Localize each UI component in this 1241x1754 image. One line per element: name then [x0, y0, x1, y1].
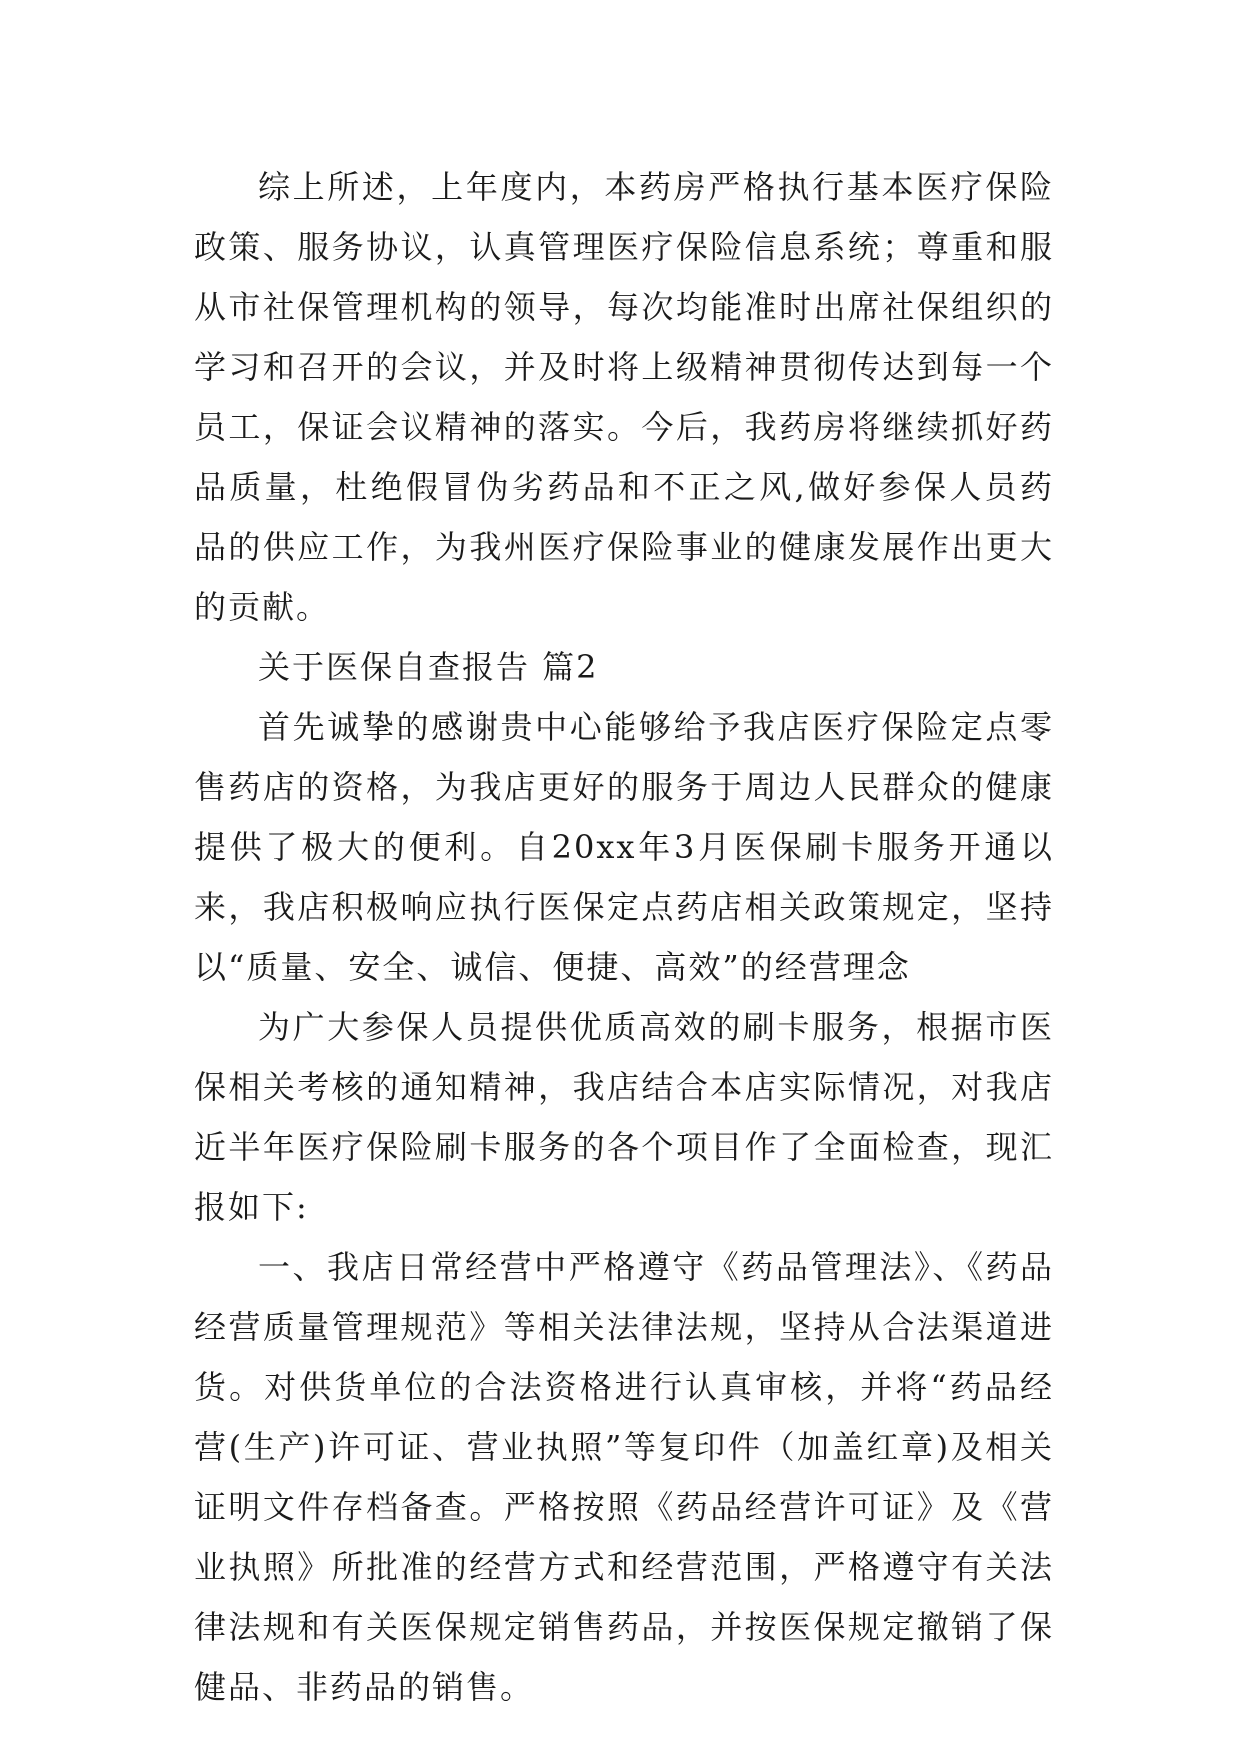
- paragraph-introduction: 首先诚挚的感谢贵中心能够给予我店医疗保险定点零售药店的资格，为我店更好的服务于周边人民群众的健康提供了极大的便利。自20xx年3月医保刷卡服务开通以来，我店积极响应执行医保定点药店相关政策规定，坚持以“质量、安全、诚信、便捷、高效”的经营理念: [194, 708, 1054, 986]
- paragraph-summary: 综上所述，上年度内，本药房严格执行基本医疗保险政策、服务协议，认真管理医疗保险信息系统；尊重和服从市社保管理机构的领导，每次均能准时出席社保组织的学习和召开的会议，并及时将上级精神贯彻传达到每一个员工，保证会议精神的落实。今后，我药房将继续抓好药品质量，杜绝假冒伪劣药品和不正之风,做好参保人员药品的供应工作，为我州医疗保险事业的健康发展作出更大的贡献。: [194, 168, 1054, 626]
- paragraph-item-one: 一、我店日常经营中严格遵守《药品管理法》、《药品经营质量管理规范》等相关法律法规，坚持从合法渠道进货。对供货单位的合法资格进行认真审核，并将“药品经营(生产)许可证、营业执照”等复印件（加盖红章)及相关证明文件存档备查。严格按照《药品经营许可证》及《营业执照》所批准的经营方式和经营范围，严格遵守有关法律法规和有关医保规定销售药品，并按医保规定撤销了保健品、非药品的销售。: [194, 1248, 1054, 1706]
- document-body: [194, 157, 1054, 1717]
- paragraph-inspection: 为广大参保人员提供优质高效的刷卡服务，根据市医保相关考核的通知精神，我店结合本店实际情况，对我店近半年医疗保险刷卡服务的各个项目作了全面检查，现汇报如下:: [194, 1008, 1054, 1226]
- section-heading: 关于医保自查报告 篇2: [258, 648, 599, 686]
